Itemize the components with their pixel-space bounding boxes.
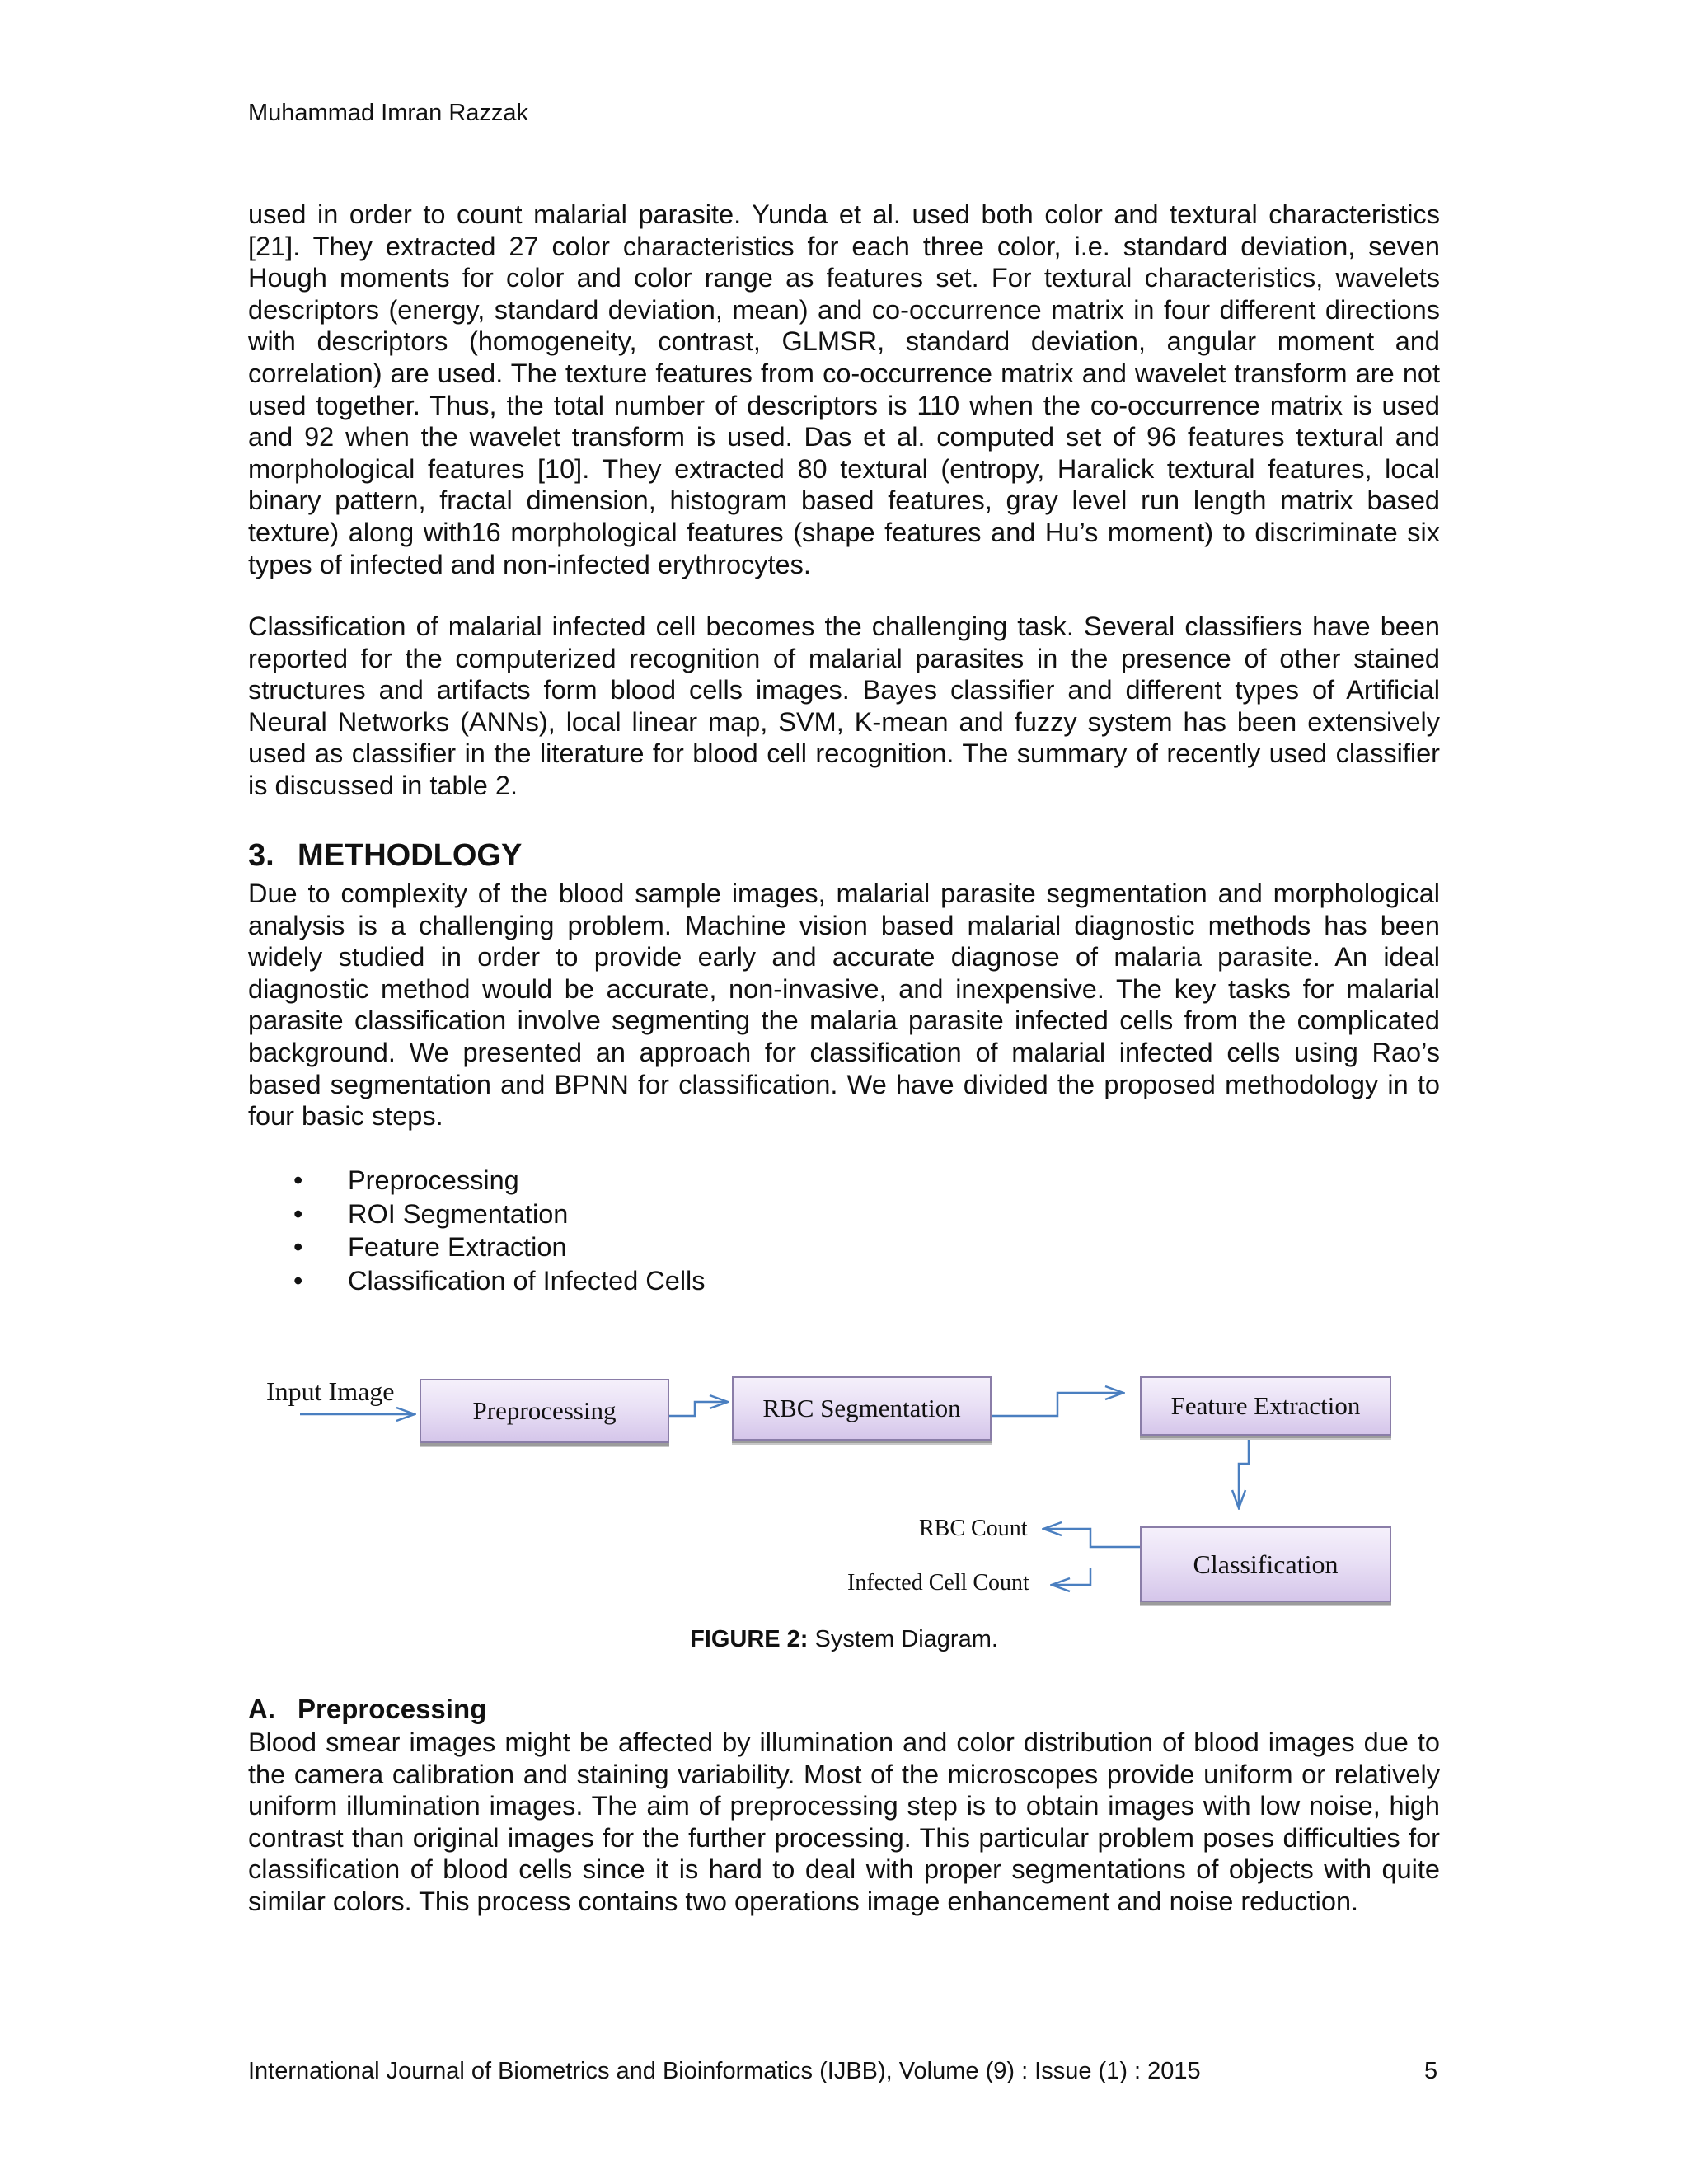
section-heading-methodology (248, 837, 522, 874)
body-paragraph-2: Classification of malarial infected cell becomes the challenging task. Several classifiers have been reported for the computerized recognition of malarial parasites in the presence of other stained structures and artifacts form blood cells images. Bayes classifier and different types of Artificial Neural Networks (ANNs), local linear map, SVM, K-mean and fuzzy system has been extensively used as classifier in the literature for blood cell recognition. The summary of recently used classifier is discussed in table 2. (248, 612, 1440, 800)
arrow-segmentation-to-feature (992, 1393, 1123, 1416)
running-head-author: Muhammad Imran Razzak (248, 100, 529, 126)
arrow-classification-to-infected-count (1052, 1568, 1090, 1585)
bullet-icon: • (293, 1265, 303, 1296)
page-number: 5 (1424, 2058, 1438, 2084)
section-number: 3. (248, 838, 274, 873)
rbc-count-label: RBC Count (919, 1516, 1028, 1541)
infected-cell-count-label: Infected Cell Count (847, 1570, 1029, 1596)
figure-caption-label: FIGURE 2: (690, 1626, 809, 1652)
list-item (293, 1197, 706, 1231)
system-diagram-figure (247, 1352, 1451, 1632)
list-item (293, 1164, 706, 1197)
body-paragraph-3: Due to complexity of the blood sample images, malarial parasite segmentation and morphological analysis is a challenging problem. Machine vision based malarial diagnostic methods has been widely studied in order to provide early and accurate diagnose of malaria parasite. An ideal diagnostic method would be accurate, non-invasive, and inexpensive. The key tasks for malarial parasite classification involve segmenting the malaria parasite infected cells from the complicated background. We presented an approach for classification of malarial infected cells using Rao’s based segmentation and BPNN for classification. We have divided the proposed methodology in to four basic steps. (248, 879, 1440, 1132)
rbc-segmentation-box: RBC Segmentation (732, 1376, 992, 1441)
figure-caption-text: System Diagram. (814, 1626, 998, 1652)
figure-caption (0, 1625, 1688, 1653)
preprocessing-box: Preprocessing (420, 1379, 669, 1443)
arrow-preprocessing-to-segmentation (669, 1402, 728, 1416)
subsection-heading-preprocessing (248, 1694, 486, 1725)
bullet-icon: • (293, 1232, 303, 1262)
list-item-label: Preprocessing (348, 1165, 519, 1195)
classification-box: Classification (1140, 1526, 1391, 1602)
list-item (293, 1264, 706, 1298)
list-item-label: ROI Segmentation (348, 1198, 569, 1229)
subsection-letter: A. (248, 1694, 275, 1724)
footer-journal-citation: International Journal of Biometrics and Bioinformatics (IJBB), Volume (9) : Issue (1) : 2015 (248, 2058, 1201, 2084)
feature-extraction-box: Feature Extraction (1140, 1376, 1391, 1436)
list-item-label: Classification of Infected Cells (348, 1265, 706, 1296)
subsection-title-text: Preprocessing (298, 1694, 487, 1724)
input-image-label: Input Image (266, 1376, 395, 1406)
steps-bullet-list (293, 1164, 706, 1297)
section-title-text: METHODLOGY (298, 838, 523, 873)
arrow-feature-to-classification (1239, 1436, 1249, 1508)
list-item (293, 1230, 706, 1264)
arrow-classification-to-rbc-count (1043, 1529, 1140, 1547)
list-item-label: Feature Extraction (348, 1232, 567, 1262)
bullet-icon: • (293, 1165, 303, 1195)
body-paragraph-4: Blood smear images might be affected by illumination and color distribution of blood images due to the camera calibration and staining variability. Most of the microscopes provide uniform or relatively uniform illumination images. The aim of preprocessing step is to obtain images with low noise, high contrast than original images for the further processing. This particular problem poses difficulties for classification of blood cells since it is hard to deal with proper segmentations of objects with quite similar colors. This process contains two operations image enhancement and noise reduction. (248, 1727, 1440, 1916)
bullet-icon: • (293, 1198, 303, 1229)
body-paragraph-1: used in order to count malarial parasite. Yunda et al. used both color and textural characteristics [21]. They extracted 27 color characteristics for each three color, i.e. standard deviation, seven Hough moments for color and color range as features set. For textural characteristics, wavelets descriptors (energy, standard deviation, mean) and co-occurrence matrix in four different directions with descriptors (homogeneity, contrast, GLMSR, standard deviation, angular moment and correlation) are used. The texture features from co-occurrence matrix and wavelet transform are not used together. Thus, the total number of descriptors is 110 when the co-occurrence matrix is used and 92 when the wavelet transform is used. Das et al. computed set of 96 features textural and morphological features [10]. They extracted 80 textural (entropy, Haralick textural features, local binary pattern, fractal dimension, histogram based features, gray level run length matrix based texture) along with16 morphological features (shape features and Hu’s moment) to discriminate six types of infected and non-infected erythrocytes. (248, 199, 1440, 579)
